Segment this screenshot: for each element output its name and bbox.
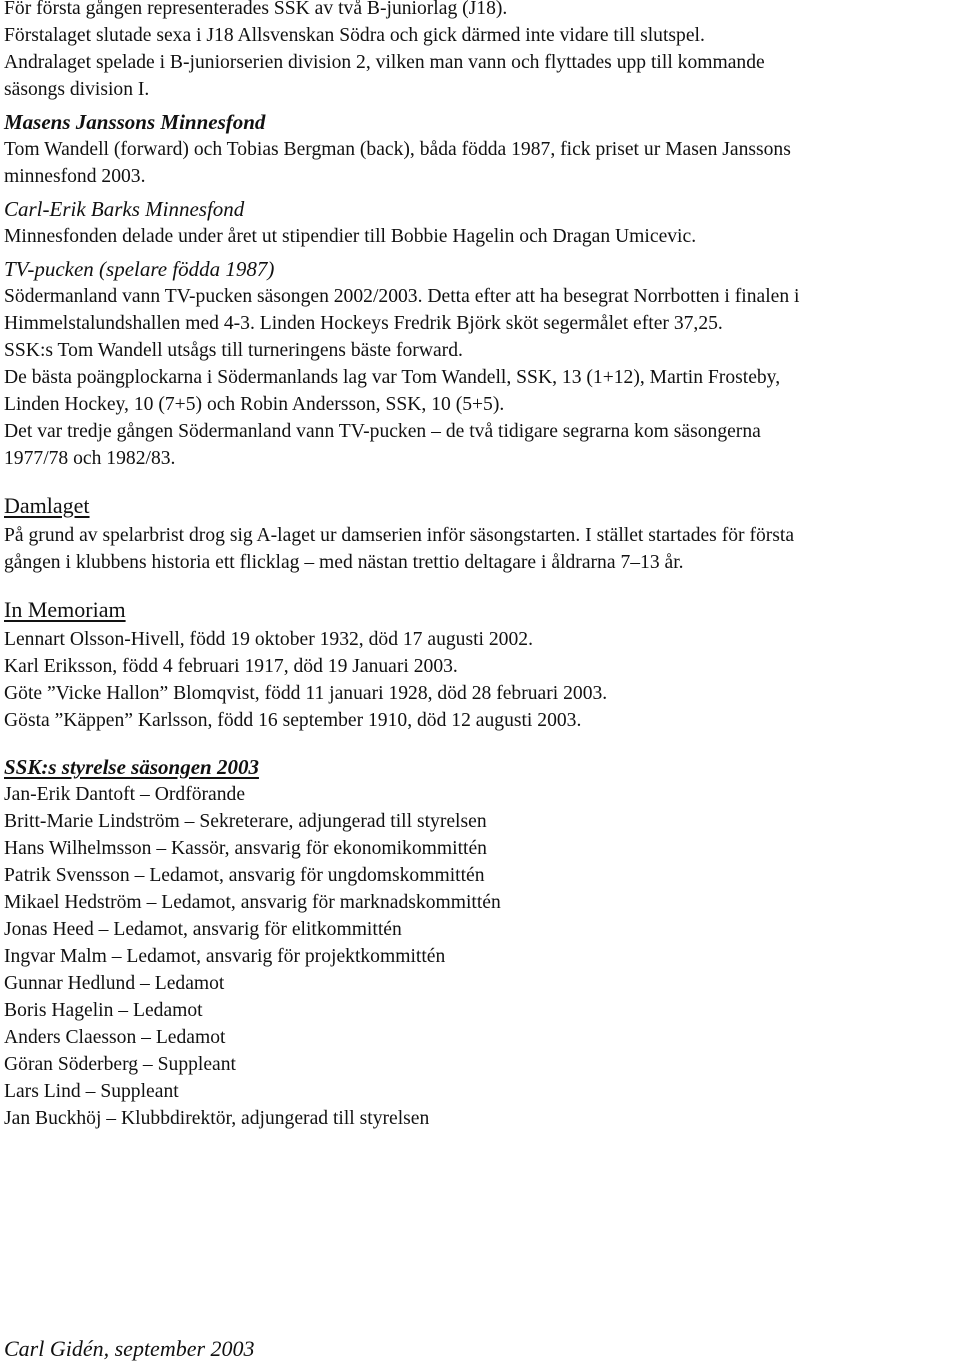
intro-line: Förstalaget slutade sexa i J18 Allsvenskan Södra och gick därmed inte vidare till slutspel. [4, 25, 705, 46]
styrelse-line: Ingvar Malm – Ledamot, ansvarig för projektkommittén [4, 946, 446, 967]
tv-pucken-heading: TV-pucken (spelare födda 1987) [4, 257, 275, 281]
styrelse-line: Anders Claesson – Ledamot [4, 1027, 226, 1048]
document-page [4, 0, 958, 1132]
carl-erik-section [4, 196, 958, 250]
masens-line: Tom Wandell (forward) och Tobias Bergman (back), båda födda 1987, fick priset ur Masen Janssons [4, 139, 791, 160]
intro-line: säsongs division I. [4, 79, 150, 100]
damlaget-section [4, 492, 958, 576]
tv-pucken-line: SSK:s Tom Wandell utsågs till turneringens bäste forward. [4, 340, 463, 361]
carl-erik-heading: Carl-Erik Barks Minnesfond [4, 197, 245, 221]
signature: Carl Gidén, september 2003 [4, 1336, 255, 1361]
memoriam-line: Göte ”Vicke Hallon” Blomqvist, född 11 januari 1928, död 28 februari 2003. [4, 683, 608, 704]
styrelse-line: Gunnar Hedlund – Ledamot [4, 973, 225, 994]
tv-pucken-line: Det var tredje gången Södermanland vann TV-pucken – de två tidigare segrarna kom säsongerna [4, 421, 761, 442]
tv-pucken-section [4, 256, 958, 472]
styrelse-line: Göran Söderberg – Suppleant [4, 1054, 236, 1075]
carl-erik-line: Minnesfonden delade under året ut stipendier till Bobbie Hagelin och Dragan Umicevic. [4, 226, 697, 247]
tv-pucken-line: Södermanland vann TV-pucken säsongen 2002/2003. Detta efter att ha besegrat Norrbotten i finalen i [4, 286, 800, 307]
damlaget-line: gången i klubbens historia ett flicklag – med nästan trettio deltagare i åldrarna 7–13 år. [4, 552, 684, 573]
memoriam-section [4, 596, 958, 734]
tv-pucken-line: Linden Hockey, 10 (7+5) och Robin Andersson, SSK, 10 (5+5). [4, 394, 505, 415]
tv-pucken-line: Himmelstalundshallen med 4-3. Linden Hockeys Fredrik Björk sköt segermålet efter 37,25. [4, 313, 723, 334]
styrelse-line: Britt-Marie Lindström – Sekreterare, adjungerad till styrelsen [4, 811, 487, 832]
masens-line: minnesfond 2003. [4, 166, 146, 187]
damlaget-heading: Damlaget [4, 493, 90, 518]
intro-line: För första gången representerades SSK av två B-juniorlag (J18). [4, 0, 508, 19]
masens-heading: Masens Janssons Minnesfond [4, 110, 266, 134]
styrelse-line: Lars Lind – Suppleant [4, 1081, 179, 1102]
memoriam-heading: In Memoriam [4, 597, 126, 622]
masens-section [4, 109, 958, 190]
intro-line: Andralaget spelade i B-juniorserien division 2, vilken man vann och flyttades upp till kommande [4, 52, 765, 73]
memoriam-line: Gösta ”Käppen” Karlsson, född 16 september 1910, död 12 augusti 2003. [4, 710, 582, 731]
memoriam-line: Lennart Olsson-Hivell, född 19 oktober 1932, död 17 augusti 2002. [4, 629, 533, 650]
styrelse-heading: SSK:s styrelse säsongen 2003 [4, 755, 259, 779]
styrelse-line: Jan-Erik Dantoft – Ordförande [4, 784, 246, 805]
styrelse-line: Boris Hagelin – Ledamot [4, 1000, 203, 1021]
tv-pucken-line: 1977/78 och 1982/83. [4, 448, 176, 469]
memoriam-line: Karl Eriksson, född 4 februari 1917, död 19 Januari 2003. [4, 656, 458, 677]
tv-pucken-line: De bästa poängplockarna i Södermanlands lag var Tom Wandell, SSK, 13 (1+12), Martin Frosteby, [4, 367, 781, 388]
styrelse-line: Jonas Heed – Ledamot, ansvarig för elitkommittén [4, 919, 402, 940]
styrelse-section [4, 754, 958, 1132]
damlaget-line: På grund av spelarbrist drog sig A-laget ur damserien inför säsongstarten. I stället startades för första [4, 525, 795, 546]
styrelse-line: Mikael Hedström – Ledamot, ansvarig för marknadskommittén [4, 892, 501, 913]
styrelse-line: Hans Wilhelmsson – Kassör, ansvarig för ekonomikommittén [4, 838, 487, 859]
intro-paragraph [4, 0, 958, 103]
styrelse-line: Jan Buckhöj – Klubbdirektör, adjungerad till styrelsen [4, 1108, 430, 1129]
styrelse-line: Patrik Svensson – Ledamot, ansvarig för ungdomskommittén [4, 865, 485, 886]
